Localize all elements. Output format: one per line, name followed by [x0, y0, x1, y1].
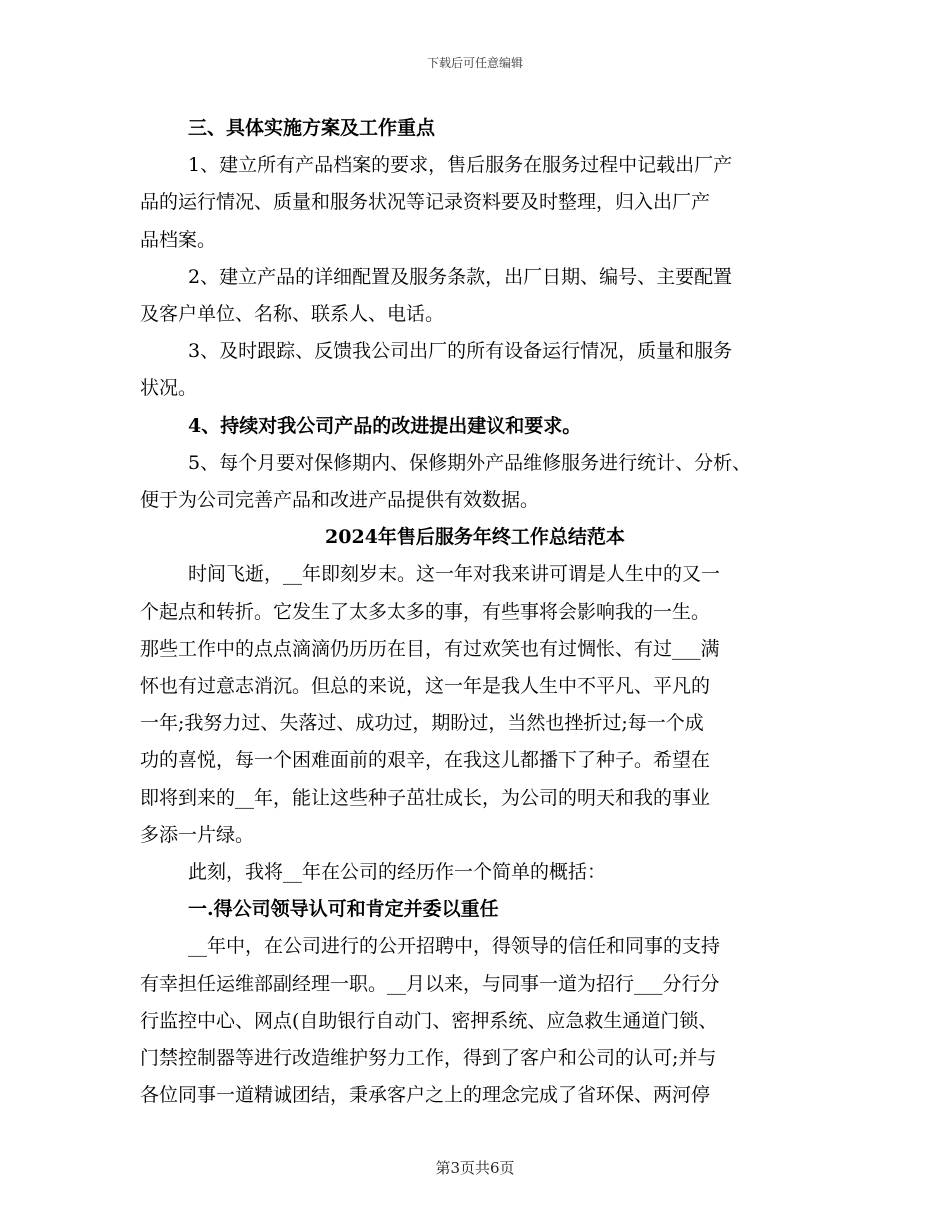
- page-header-note: 下载后可任意编辑: [426, 56, 523, 70]
- text-line: 品档案。: [140, 228, 217, 251]
- text-line: 5、每个月要对保修期内、保修期外产品维修服务进行统计、分析、: [188, 451, 752, 474]
- text-line: 品的运行情况、质量和服务状况等记录资料要及时整理，归入出厂产: [140, 191, 711, 214]
- text-line: 怀也有过意志消沉。但总的来说，这一年是我人生中不平凡、平凡的: [140, 675, 711, 698]
- section-heading-3: 三、具体实施方案及工作重点: [188, 117, 436, 139]
- document-body: [140, 110, 810, 1114]
- section-heading-1: 一.得公司领导认可和肯定并委以重任: [188, 898, 499, 921]
- paragraph-3: [140, 928, 810, 1114]
- text-line: 时间飞逝，__年即刻岁末。这一年对我来讲可谓是人生中的又一: [188, 563, 721, 586]
- list-item-5: [140, 445, 810, 519]
- text-line: 个起点和转折。它发生了太多太多的事，有些事将会影响我的一生。: [140, 600, 711, 623]
- page-number: 第3页共6页: [435, 1159, 515, 1177]
- list-item-4: 4、持续对我公司产品的改进提出建议和要求。: [188, 414, 582, 437]
- text-line: 状况。: [140, 377, 198, 400]
- text-line: 有幸担任运维部副经理一职。__月以来，与同事一道为招行___分行分: [140, 972, 720, 995]
- text-line: 那些工作中的点点滴滴仍历历在目，有过欢笑也有过惆怅、有过___满: [140, 637, 720, 660]
- text-line: 门禁控制器等进行改造维护努力工作，得到了客户和公司的认可;并与: [140, 1047, 717, 1070]
- text-line: 及客户单位、名称、联系人、电话。: [140, 303, 445, 326]
- text-line: 功的喜悦，每一个困难面前的艰辛，在我这儿都播下了种子。希望在: [140, 749, 711, 772]
- text-line: 即将到来的__年，能让这些种子茁壮成长，为公司的明天和我的事业: [140, 786, 711, 809]
- text-line: 2、建立产品的详细配置及服务条款，出厂日期、编号、主要配置: [188, 265, 733, 288]
- text-line: 各位同事一道精诚团结，秉承客户之上的理念完成了省环保、两河停: [140, 1084, 711, 1107]
- text-line: 行监控中心、网点(自助银行自动门、密押系统、应急救生通道门锁、: [140, 1009, 718, 1032]
- list-item-2: [140, 259, 810, 333]
- text-line: 多添一片绿。: [140, 823, 255, 846]
- text-line: __年中，在公司进行的公开招聘中，得领导的信任和同事的支持: [188, 935, 721, 958]
- list-item-1: [140, 147, 810, 259]
- text-line: 便于为公司完善产品和改进产品提供有效数据。: [140, 489, 540, 512]
- paragraph-2: 此刻，我将__年在公司的经历作一个简单的概括：: [188, 861, 607, 884]
- text-line: 1、建立所有产品档案的要求，售后服务在服务过程中记载出厂产: [188, 154, 733, 177]
- text-line: 一年;我努力过、失落过、成功过，期盼过，当然也挫折过;每一个成: [140, 712, 704, 735]
- text-line: 3、及时跟踪、反馈我公司出厂的所有设备运行情况，质量和服务: [188, 340, 733, 363]
- list-item-3: [140, 333, 810, 407]
- document-title: 2024年售后服务年终工作总结范本: [325, 526, 625, 549]
- paragraph-1: [140, 556, 810, 854]
